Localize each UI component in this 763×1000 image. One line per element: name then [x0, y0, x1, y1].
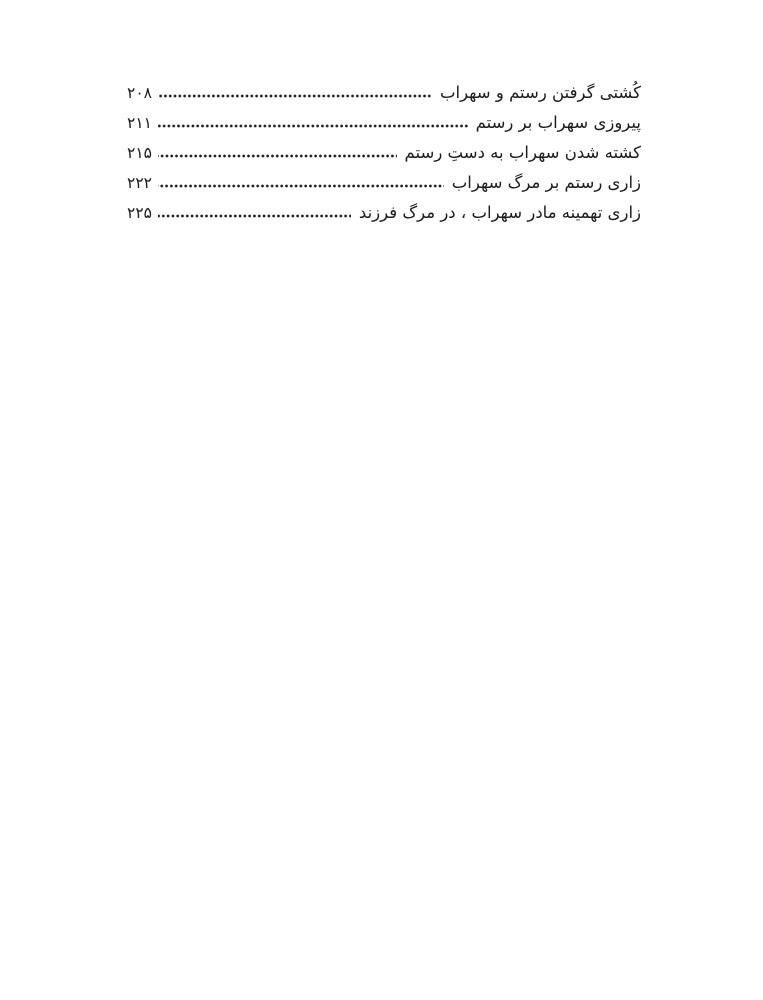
toc-entry — [127, 108, 641, 138]
toc-entry — [127, 138, 641, 168]
dotted-leader — [158, 214, 351, 218]
toc-entry-title: زاری رستم بر مرگ سهراب — [451, 173, 641, 192]
toc-entry-page-number: ۲۱۱ — [127, 114, 152, 132]
toc-entry-page-number: ۲۲۵ — [127, 204, 152, 222]
toc-entry-title: زاری تهمینه مادر سهراب ، در مرگ فرزند — [358, 203, 641, 222]
toc — [127, 78, 641, 228]
toc-entry-title: پیروزی سهراب بر رستم — [475, 113, 641, 132]
toc-entry — [127, 78, 641, 108]
toc-entry — [127, 168, 641, 198]
toc-entry-page-number: ۲۰۸ — [127, 84, 152, 102]
dotted-leader — [158, 154, 397, 158]
toc-entry-title: کشته شدن سهراب به دستِ رستم — [404, 143, 641, 162]
dotted-leader — [158, 124, 468, 128]
toc-entry-title: کُشتی گرفتن رستم و سهراب — [439, 83, 641, 102]
dotted-leader — [158, 184, 444, 188]
dotted-leader — [158, 94, 432, 98]
toc-entry — [127, 198, 641, 228]
toc-entry-page-number: ۲۲۲ — [127, 174, 152, 192]
toc-entry-page-number: ۲۱۵ — [127, 144, 152, 162]
